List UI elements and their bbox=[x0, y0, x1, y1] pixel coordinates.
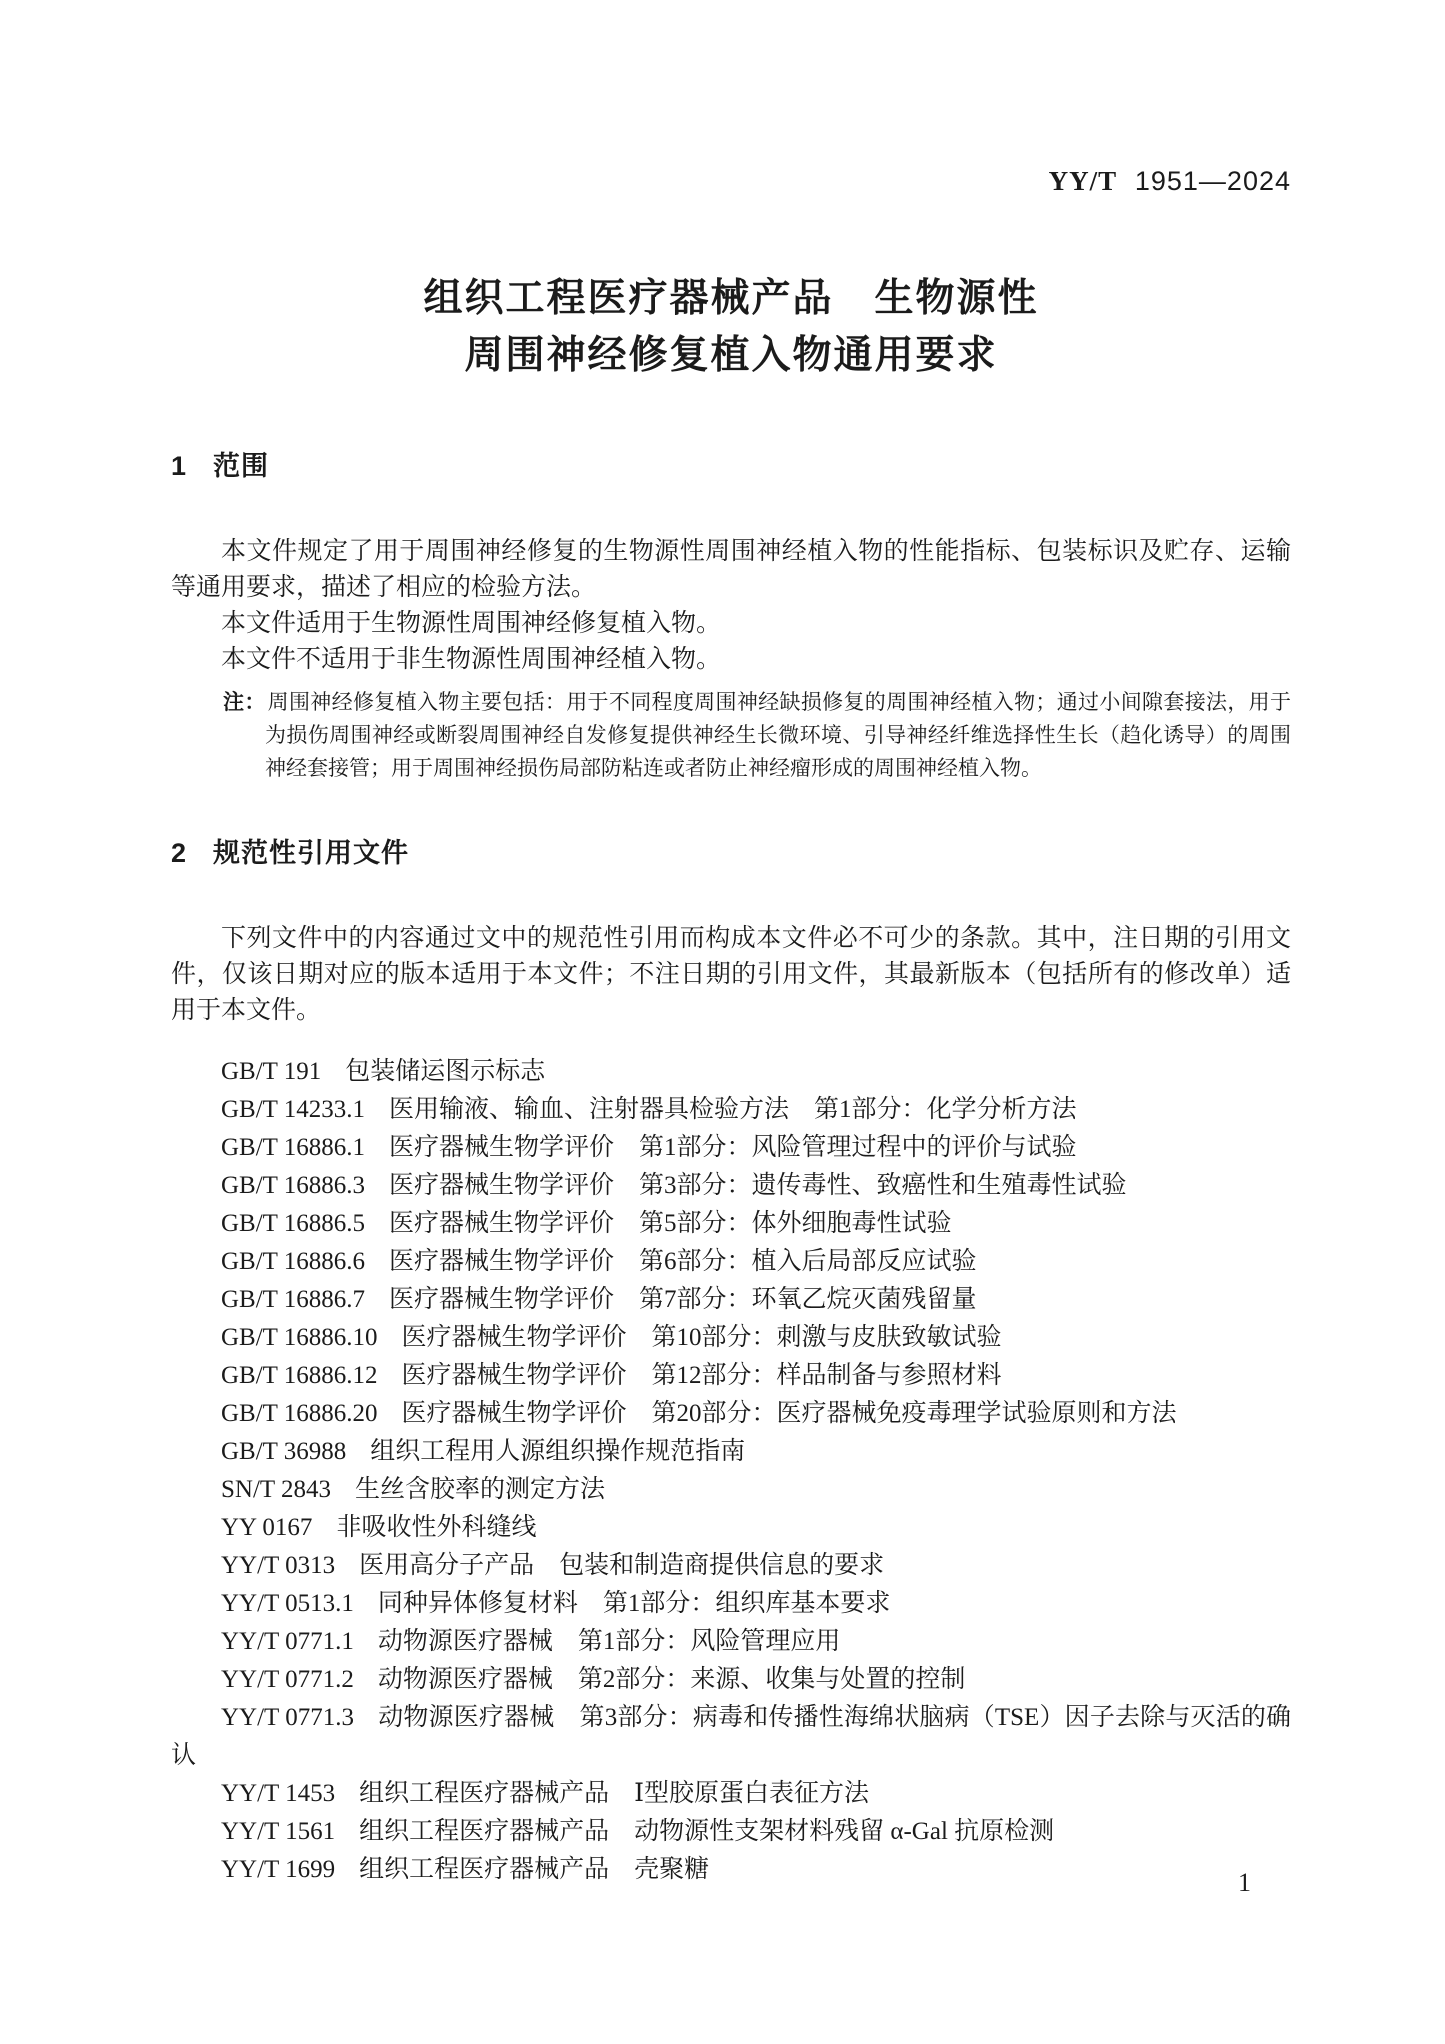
page-number: 1 bbox=[1238, 1868, 1251, 1897]
reference-title: 医用高分子产品 包装和制造商提供信息的要求 bbox=[359, 1552, 885, 1579]
reference-item bbox=[171, 1053, 1291, 1091]
reference-code: YY/T 0513.1 bbox=[221, 1590, 354, 1617]
reference-title: 组织工程医疗器械产品 Ⅰ型胶原蛋白表征方法 bbox=[359, 1780, 870, 1807]
references-list bbox=[171, 1053, 1291, 1889]
reference-code: GB/T 14233.1 bbox=[221, 1096, 365, 1123]
reference-title: 医疗器械生物学评价 第10部分：刺激与皮肤致敏试验 bbox=[401, 1324, 1002, 1351]
reference-title: 同种异体修复材料 第1部分：组织库基本要求 bbox=[377, 1590, 891, 1617]
reference-item bbox=[171, 1357, 1291, 1395]
reference-title: 非吸收性外科缝线 bbox=[336, 1514, 537, 1541]
reference-code: YY/T 0771.2 bbox=[221, 1666, 354, 1693]
reference-code: GB/T 16886.7 bbox=[221, 1286, 365, 1313]
reference-code: GB/T 36988 bbox=[221, 1438, 347, 1465]
standard-number: 1951—2024 bbox=[1134, 166, 1291, 196]
reference-item bbox=[171, 1395, 1291, 1433]
clause-2-number: 2 bbox=[171, 838, 188, 868]
reference-item bbox=[171, 1319, 1291, 1357]
reference-title: 医疗器械生物学评价 第20部分：医疗器械免疫毒理学试验原则和方法 bbox=[401, 1400, 1177, 1427]
reference-title: 组织工程用人源组织操作规范指南 bbox=[370, 1438, 746, 1465]
reference-item bbox=[171, 1851, 1291, 1889]
reference-title: 医疗器械生物学评价 第5部分：体外细胞毒性试验 bbox=[389, 1210, 952, 1237]
document-title-line1: 组织工程医疗器械产品 生物源性 bbox=[423, 277, 1039, 320]
reference-item bbox=[171, 1091, 1291, 1129]
scope-note bbox=[223, 686, 1291, 785]
clause-1-number: 1 bbox=[171, 451, 188, 481]
clause-2-title: 规范性引用文件 bbox=[213, 838, 410, 868]
reference-code: YY/T 0313 bbox=[221, 1552, 336, 1579]
reference-item bbox=[171, 1471, 1291, 1509]
reference-title: 生丝含胶率的测定方法 bbox=[354, 1476, 605, 1503]
reference-title: 医疗器械生物学评价 第12部分：样品制备与参照材料 bbox=[401, 1362, 1002, 1389]
reference-item bbox=[171, 1243, 1291, 1281]
reference-item bbox=[171, 1205, 1291, 1243]
reference-item bbox=[171, 1775, 1291, 1813]
reference-item bbox=[171, 1433, 1291, 1471]
reference-code: GB/T 16886.6 bbox=[221, 1248, 365, 1275]
reference-item bbox=[171, 1167, 1291, 1205]
reference-item bbox=[171, 1585, 1291, 1623]
reference-code: YY/T 0771.1 bbox=[221, 1628, 354, 1655]
reference-item bbox=[171, 1623, 1291, 1661]
note-text: 周围神经修复植入物主要包括：用于不同程度周围神经缺损修复的周围神经植入物；通过小间隙套接法，用于为损伤周围神经或断裂周围神经自发修复提供神经生长微环境、引导神经纤维选择性生长（趋化诱导）的周围神经套接管；用于周围神经损伤局部防粘连或者防止神经瘤形成的周围神经植入物。 bbox=[265, 690, 1291, 780]
reference-code: YY/T 1453 bbox=[221, 1780, 336, 1807]
reference-code: GB/T 16886.5 bbox=[221, 1210, 365, 1237]
reference-title: 组织工程医疗器械产品 动物源性支架材料残留 α-Gal 抗原检测 bbox=[359, 1818, 1055, 1845]
reference-title: 医疗器械生物学评价 第1部分：风险管理过程中的评价与试验 bbox=[389, 1134, 1077, 1161]
document-title bbox=[171, 270, 1291, 384]
reference-code: YY/T 1561 bbox=[221, 1818, 336, 1845]
reference-code: GB/T 16886.1 bbox=[221, 1134, 365, 1161]
reference-item bbox=[171, 1281, 1291, 1319]
reference-code: YY 0167 bbox=[221, 1514, 313, 1541]
clause-1-heading bbox=[171, 448, 1291, 484]
reference-code: GB/T 16886.20 bbox=[221, 1400, 378, 1427]
reference-code: SN/T 2843 bbox=[221, 1476, 331, 1503]
reference-code: GB/T 16886.12 bbox=[221, 1362, 378, 1389]
reference-title: 医疗器械生物学评价 第6部分：植入后局部反应试验 bbox=[389, 1248, 977, 1275]
reference-item bbox=[171, 1699, 1291, 1775]
reference-title: 动物源医疗器械 第2部分：来源、收集与处置的控制 bbox=[377, 1666, 966, 1693]
running-head bbox=[171, 166, 1291, 196]
references-intro: 下列文件中的内容通过文中的规范性引用而构成本文件必不可少的条款。其中，注日期的引用文件，仅该日期对应的版本适用于本文件；不注日期的引用文件，其最新版本（包括所有的修改单）适用于本文件。 bbox=[171, 925, 1291, 1024]
reference-title: 医疗器械生物学评价 第3部分：遗传毒性、致癌性和生殖毒性试验 bbox=[389, 1172, 1127, 1199]
reference-item bbox=[171, 1661, 1291, 1699]
reference-title: 动物源医疗器械 第3部分：病毒和传播性海绵状脑病（TSE）因子去除与灭活的确认 bbox=[171, 1704, 1292, 1769]
standard-prefix: YY/T bbox=[1048, 166, 1118, 196]
reference-title: 动物源医疗器械 第1部分：风险管理应用 bbox=[377, 1628, 841, 1655]
note-label: 注： bbox=[223, 691, 266, 714]
reference-code: GB/T 16886.3 bbox=[221, 1172, 365, 1199]
reference-code: YY/T 0771.3 bbox=[221, 1704, 355, 1731]
reference-code: YY/T 1699 bbox=[221, 1856, 336, 1883]
reference-title: 包装储运图示标志 bbox=[345, 1058, 546, 1085]
clause-1-title: 范围 bbox=[213, 451, 270, 481]
clause-2-heading bbox=[171, 835, 1291, 871]
scope-paragraph-1: 本文件规定了用于周围神经修复的生物源性周围神经植入物的性能指标、包装标识及贮存、运输等通用要求，描述了相应的检验方法。 bbox=[171, 538, 1291, 601]
reference-item bbox=[171, 1813, 1291, 1851]
reference-title: 医疗器械生物学评价 第7部分：环氧乙烷灭菌残留量 bbox=[389, 1286, 977, 1313]
reference-code: GB/T 16886.10 bbox=[221, 1324, 378, 1351]
scope-paragraph-2: 本文件适用于生物源性周围神经修复植入物。 bbox=[221, 610, 722, 637]
text-block bbox=[171, 0, 1291, 1889]
reference-title: 组织工程医疗器械产品 壳聚糖 bbox=[359, 1856, 710, 1883]
reference-item bbox=[171, 1509, 1291, 1547]
reference-item bbox=[171, 1129, 1291, 1167]
document-title-line2: 周围神经修复植入物通用要求 bbox=[464, 334, 998, 377]
reference-title: 医用输液、输血、注射器具检验方法 第1部分：化学分析方法 bbox=[389, 1096, 1077, 1123]
reference-code: GB/T 191 bbox=[221, 1058, 322, 1085]
scope-paragraph-3: 本文件不适用于非生物源性周围神经植入物。 bbox=[221, 646, 722, 673]
reference-item bbox=[171, 1547, 1291, 1585]
